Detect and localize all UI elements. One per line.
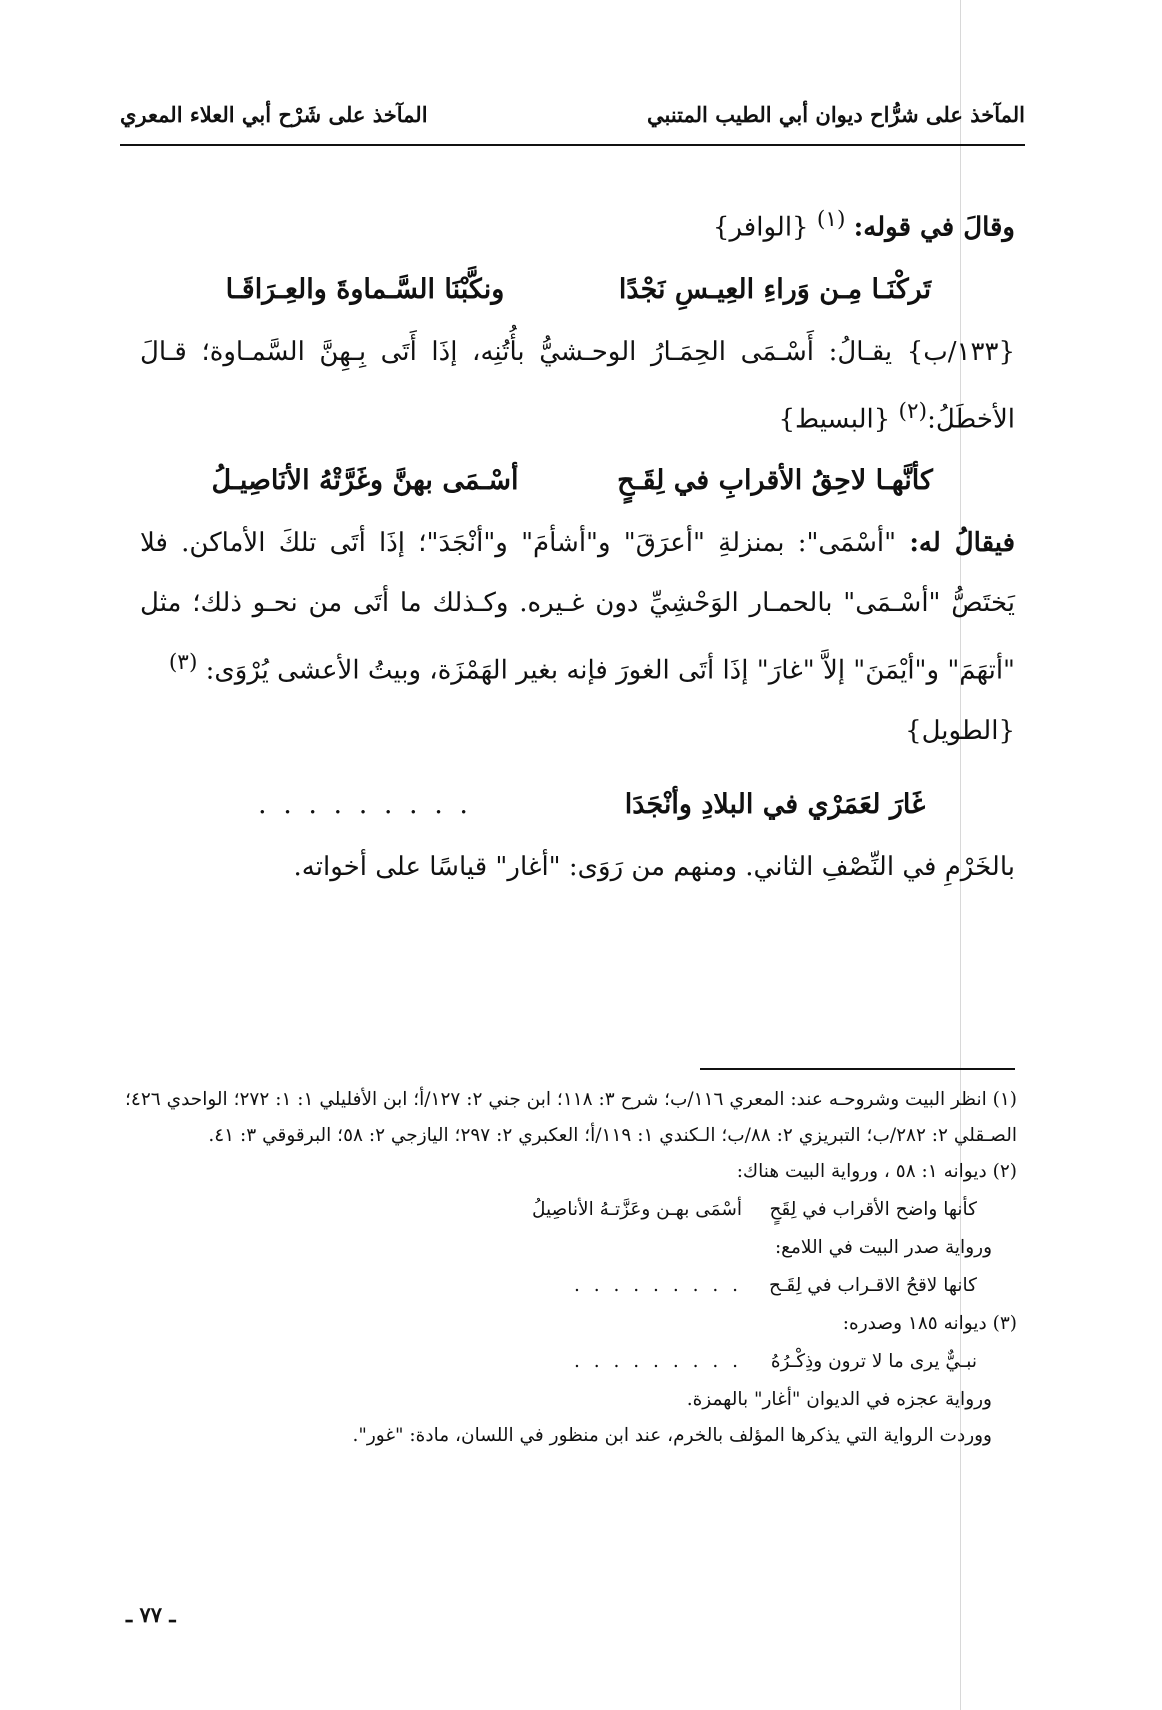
footnote-2-note: ورواية صدر البيت في اللامع: — [774, 1237, 992, 1258]
footnote-3-verse — [125, 1342, 1017, 1382]
footnote-2-verse — [125, 1190, 1017, 1230]
meter-label: {البسيط} — [778, 404, 891, 435]
footnote-2-verse-2-hemistich-1: كانها لاقحُ الاقـراب في لِقَـح — [769, 1275, 977, 1296]
verse-3 — [140, 773, 1015, 837]
paragraph-3 — [140, 837, 1015, 897]
meter-label: {الوافر} — [712, 212, 809, 243]
verse-2-hemistich-1: كأنَّهـا لاحِقُ الأقرابِ في لِقَـحٍ — [617, 465, 933, 497]
footnote-separator — [700, 1068, 1015, 1070]
footnote-3-note-2: ووردت الرواية التي يذكرها المؤلف بالخرم، عند ابن منظور في اللسان، مادة: "غور". — [352, 1425, 992, 1446]
paragraph-1-text: {١٣٣/ب} يقـالُ: أَسْـمَى الحِمَـارُ الوحـشيُّ بأُتُنِه، إذَا أَتَى بِـهِنَّ السَّمـاوة؛ قـالَ الأخطَلُ: — [140, 336, 1015, 435]
paragraph-2-lead: فيقالُ له: — [909, 528, 1016, 559]
footnote-ref-2: (٢) — [898, 398, 928, 424]
verse-1 — [140, 258, 1015, 322]
header-left-title: المآخذ على شَرْح أبي العلاء المعري — [120, 102, 428, 127]
verse-2 — [140, 449, 1015, 513]
verse-3-ellipsis: . . . . . . . . . — [258, 788, 472, 820]
footnote-2-verse-hemistich-2: أسْمَى بهـن وعَزَّتـهُ الأناصِيلُ — [531, 1199, 742, 1220]
paragraph-2-text: "أسْمَى": بمنزلةِ "أعرَقَ" و"أشأمَ" و"أنْجَدَ"؛ إذَا أتَى تلكَ الأماكن. فلا يَختَصُّ "أسْـمَى" بالحمـار الوَحْشِيِّ دون غـيره. وكـذلك ما أتَى من نحـو ذلك؛ مثل "أتهَمَ" و"أيْمَنَ" إلاَّ "غارَ" إذَا أتَى الغورَ فإنه بغير الهَمْزَة، وبيتُ الأعشى يُرْوَى: — [140, 528, 1015, 686]
verse-1-hemistich-1: تَركْنَـا مِـن وَراءِ العِيـسِ نَجْدًا — [618, 273, 932, 305]
footnote-2: (٢) ديوانه ١: ٥٨ ، ورواية البيت هناك: — [736, 1161, 1017, 1182]
footnote-3-note-1: ورواية عجزه في الديوان "أغار" بالهمزة. — [686, 1389, 992, 1410]
footnote-2-verse-2 — [125, 1266, 1017, 1306]
main-text — [140, 190, 1015, 897]
footnote-ref-1: (١) — [816, 207, 846, 232]
verse-1-hemistich-2: ونكَّبْنَا السَّـماوةَ والعِـرَاقَـا — [225, 273, 505, 305]
meter-label: {الطويل} — [905, 715, 1015, 746]
paragraph-1 — [140, 322, 1015, 450]
intro-line — [140, 190, 1015, 258]
footnote-2-verse-hemistich-1: كأنها واضح الأقراب في لِقَحٍ — [769, 1199, 977, 1220]
footnote-2-verse-2-ellipsis: . . . . . . . . . — [574, 1275, 742, 1296]
verse-3-hemistich-2: غَارَ لعَمَرْي في البلادِ وأنْجَدَا — [624, 788, 926, 820]
paragraph-3-text: بالخَرْمِ في النِّصْفِ الثاني. ومنهم من رَوَى: "أغار" قياسًا على أخواته. — [293, 851, 1015, 882]
intro-text: وقالَ في قوله: — [853, 212, 1015, 243]
running-header — [120, 96, 1025, 146]
footnote-1: (١) انظر البيت وشروحـه عند: المعري ١١٦/ب؛ شرح ٣: ١١٨؛ ابن جني ٢: ١٢٧/أ؛ ابن الأفليلي ١: ١: ٢٧٢؛ الواحدي ٤٢٦؛ الصـقلي ٢: ٢٨٢/ب؛ التبريزي ٢: ٨٨/ب؛ الـكندي ١: ١١٩/أ؛ العكبري ٢: ٢٩٧؛ اليازجي ٢: ٥٨؛ البرقوقي ٣: ٤١. — [125, 1089, 1017, 1146]
footnote-3-verse-hemistich-1: نبـيٌّ يرى ما لا ترون وذِكْـرُهُ — [770, 1351, 977, 1372]
footnotes — [125, 1082, 1017, 1454]
page-number: ـ ٧٧ ـ — [126, 1602, 176, 1627]
verse-2-hemistich-2: أسْـمَى بهنَّ وغَرَّتْهُ الأنَاصِيـلُ — [211, 465, 519, 497]
paragraph-2 — [140, 513, 1015, 761]
footnote-3-verse-ellipsis: . . . . . . . . . — [574, 1351, 742, 1372]
footnote-3: (٣) ديوانه ١٨٥ وصدره: — [842, 1313, 1017, 1334]
header-right-title: المآخذ على شرُّاح ديوان أبي الطيب المتنبي — [647, 102, 1025, 127]
footnote-ref-3: (٣) — [168, 650, 198, 676]
